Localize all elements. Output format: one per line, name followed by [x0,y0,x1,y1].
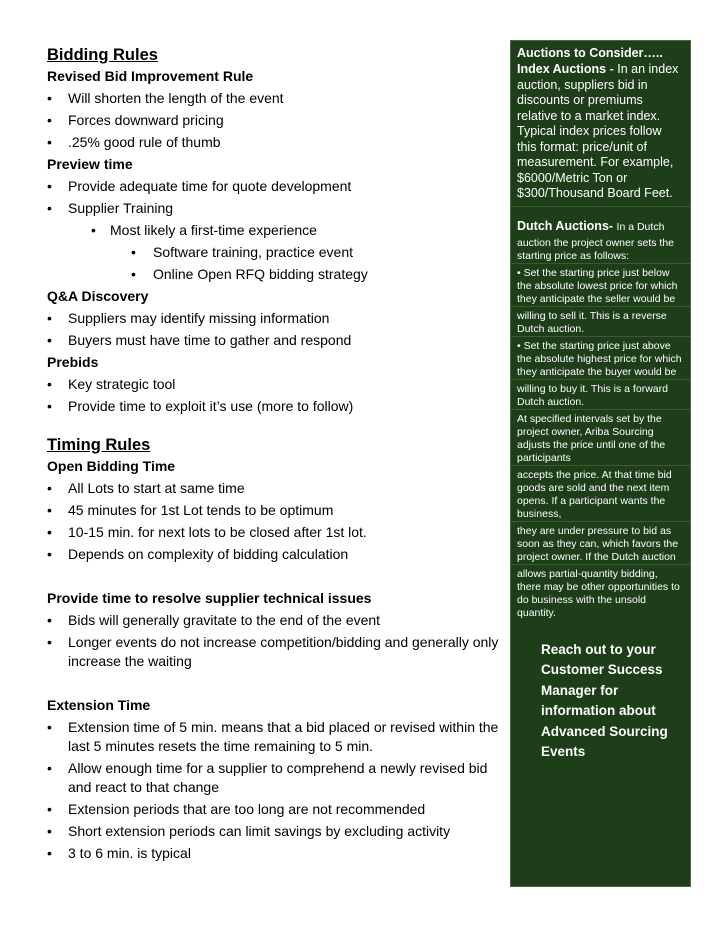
list-item: • Bids will generally gravitate to the end of the event [47,612,381,628]
bullet-icon: • [91,222,96,238]
bullet-icon: • [47,524,52,540]
list-item: • .25% good rule of thumb [47,134,221,150]
bullet-icon: • [47,310,52,326]
bullet-icon: • [47,801,52,817]
list-item: • All Lots to start at same time [47,480,245,496]
dutch-auctions-heading: Dutch Auctions- In a Dutch [511,206,690,237]
list-item: • Software training, practice event [131,244,353,260]
section-heading: Q&A Discovery [47,288,149,304]
bullet-icon: • [47,612,52,628]
dutch-paragraph: • Set the starting price just below the absolute lowest price for which they anticipate the seller would be [511,263,690,306]
bullet-icon: • [47,90,52,106]
bullet-icon: • [131,244,136,260]
bullet-icon: • [47,845,52,861]
bullet-icon: • [47,200,52,216]
bullet-icon: • [47,376,52,392]
list-item: • Extension time of 5 min. means that a bid placed or revised within the last 5 minutes resets the time remaining to 5 min. [47,719,499,754]
bullet-icon: • [47,112,52,128]
list-item: • Key strategic tool [47,376,176,392]
dutch-paragraph: allows partial-quantity bidding, there may be other opportunities to do business with the unsold quantity. [511,564,690,620]
dutch-paragraph: • Set the starting price just above the absolute highest price for which they anticipate the buyer would be [511,336,690,379]
index-auctions-text: Index Auctions - In an index auction, suppliers bid in discounts or premiums relative to a market index. Typical index prices follow this format: price/unit of measurement. For example, $6000/Metric Ton or $300/Thousand Board Feet. [517,62,679,200]
list-item: • Supplier Training [47,200,174,216]
auctions-sidebar [510,40,691,887]
list-item: • 3 to 6 min. is typical [47,845,191,861]
bullet-icon: • [47,332,52,348]
list-item: • 10-15 min. for next lots to be closed after 1st lot. [47,524,367,540]
list-item: • Provide time to exploit it’s use (more to follow) [47,398,354,414]
list-item: • Will shorten the length of the event [47,90,284,106]
dutch-auctions-label: Dutch Auctions- [517,218,614,233]
section-heading: Preview time [47,156,133,172]
bullet-icon: • [47,634,52,650]
list-item: • Short extension periods can limit savings by excluding activity [47,823,451,839]
list-item: • Most likely a first-time experience [91,222,317,238]
bullet-icon: • [47,480,52,496]
dutch-paragraph: willing to buy it. This is a forward Dutch auction. [511,379,690,409]
list-item: • Online Open RFQ bidding strategy [131,266,368,282]
section-heading: Extension Time [47,697,151,713]
dutch-paragraph: At specified intervals set by the project owner, Ariba Sourcing adjusts the price until one of the participants [511,409,690,465]
bullet-icon: • [131,266,136,282]
list-item: • Depends on complexity of bidding calculation [47,546,349,562]
bidding-rules-title: Bidding Rules [47,46,158,64]
bullet-icon: • [47,823,52,839]
list-item: • Extension periods that are too long are not recommended [47,801,426,817]
list-item: • Forces downward pricing [47,112,224,128]
customer-success-callout: Reach out to your Customer Success Manager for information about Advanced Sourcing Events [541,641,668,759]
index-auctions-label: Index Auctions - [517,62,618,76]
list-item: • Provide adequate time for quote development [47,178,352,194]
sidebar-title: Auctions to Consider….. [517,46,663,60]
list-item: • Allow enough time for a supplier to comprehend a newly revised bid and react to that change [47,760,488,795]
bullet-icon: • [47,134,52,150]
list-item: • Suppliers may identify missing information [47,310,330,326]
bullet-icon: • [47,760,52,776]
list-item: • 45 minutes for 1st Lot tends to be optimum [47,502,334,518]
dutch-paragraph: accepts the price. At that time bid goods are sold and the next item opens. If a participant wants the business, [511,465,690,521]
list-item: • Longer events do not increase competition/bidding and generally only increase the waiting [47,634,499,669]
main-column [47,45,502,864]
dutch-paragraph: willing to sell it. This is a reverse Dutch auction. [511,306,690,336]
timing-rules-title: Timing Rules [47,436,151,454]
bullet-icon: • [47,546,52,562]
bullet-icon: • [47,502,52,518]
bullet-icon: • [47,398,52,414]
bullet-icon: • [47,178,52,194]
section-heading: Open Bidding Time [47,458,176,474]
list-item: • Buyers must have time to gather and respond [47,332,352,348]
section-heading: Provide time to resolve supplier technical issues [47,590,372,606]
section-heading: Revised Bid Improvement Rule [47,68,254,84]
section-heading: Prebids [47,354,99,370]
dutch-paragraph: auction the project owner sets the starting price as follows: [517,236,675,262]
dutch-paragraph: they are under pressure to bid as soon as they can, which favors the project owner. If the Dutch auction [511,521,690,564]
bullet-icon: • [47,719,52,735]
